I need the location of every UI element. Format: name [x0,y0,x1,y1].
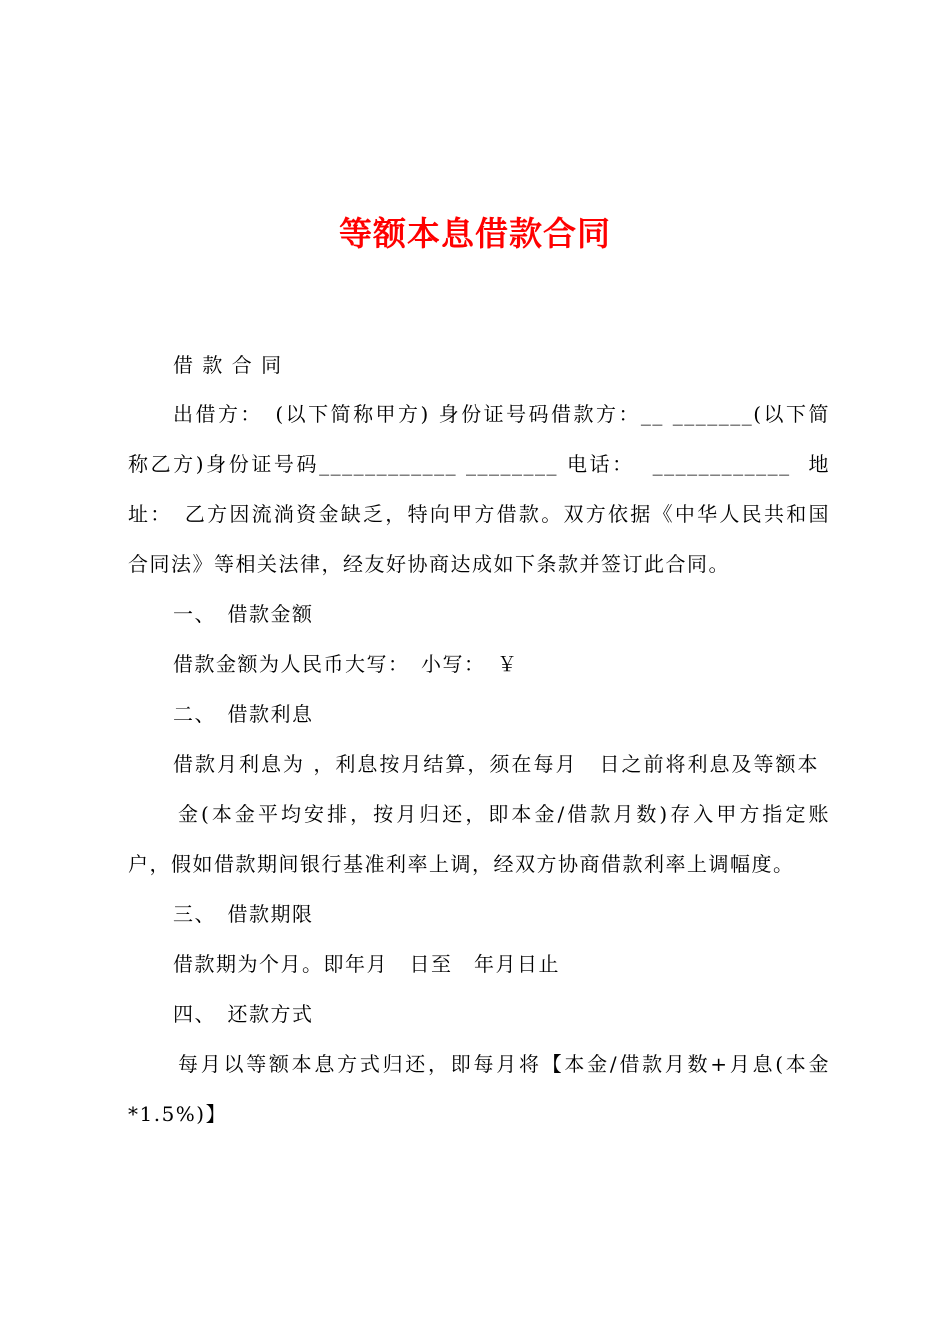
section-4-line-1: 每月以等额本息方式归还，即每月将【本金/借款月数+月息(本金 [178,1052,830,1076]
section-2-line-1: 借款月利息为 ，利息按月结算，须在每月 日之前将利息及等额本 [173,752,819,776]
section-1-body: 借款金额为人民币大写： 小写： ￥ [173,652,519,676]
section-2-heading: 二、 借款利息 [173,702,314,726]
section-3-body: 借款期为个月。即年月 日至 年月日止 [173,952,560,976]
section-1-heading: 一、 借款金额 [173,602,314,626]
section-2-line-3: 户，假如借款期间银行基准利率上调，经双方协商借款利率上调幅度。 [128,852,795,876]
section-4-heading: 四、 还款方式 [173,1002,314,1026]
parties-line-2: 称乙方)身份证号码____________ ________ 电话： ____________ 地 [128,452,830,476]
parties-line-1: 出借方： (以下简称甲方) 身份证号码借款方：__ _______(以下简 [173,402,830,426]
document-title: 等额本息借款合同 [339,214,611,253]
parties-line-3: 址： 乙方因流淌资金缺乏，特向甲方借款。双方依据《中华人民共和国 [128,502,830,526]
section-4-line-2: *1.5%)】 [128,1102,228,1126]
contract-subtitle: 借 款 合 同 [173,353,283,377]
parties-line-4: 合同法》等相关法律，经友好协商达成如下条款并签订此合同。 [128,552,730,576]
section-2-line-2: 金(本金平均安排，按月归还，即本金/借款月数)存入甲方指定账 [178,802,830,826]
section-3-heading: 三、 借款期限 [173,902,314,926]
